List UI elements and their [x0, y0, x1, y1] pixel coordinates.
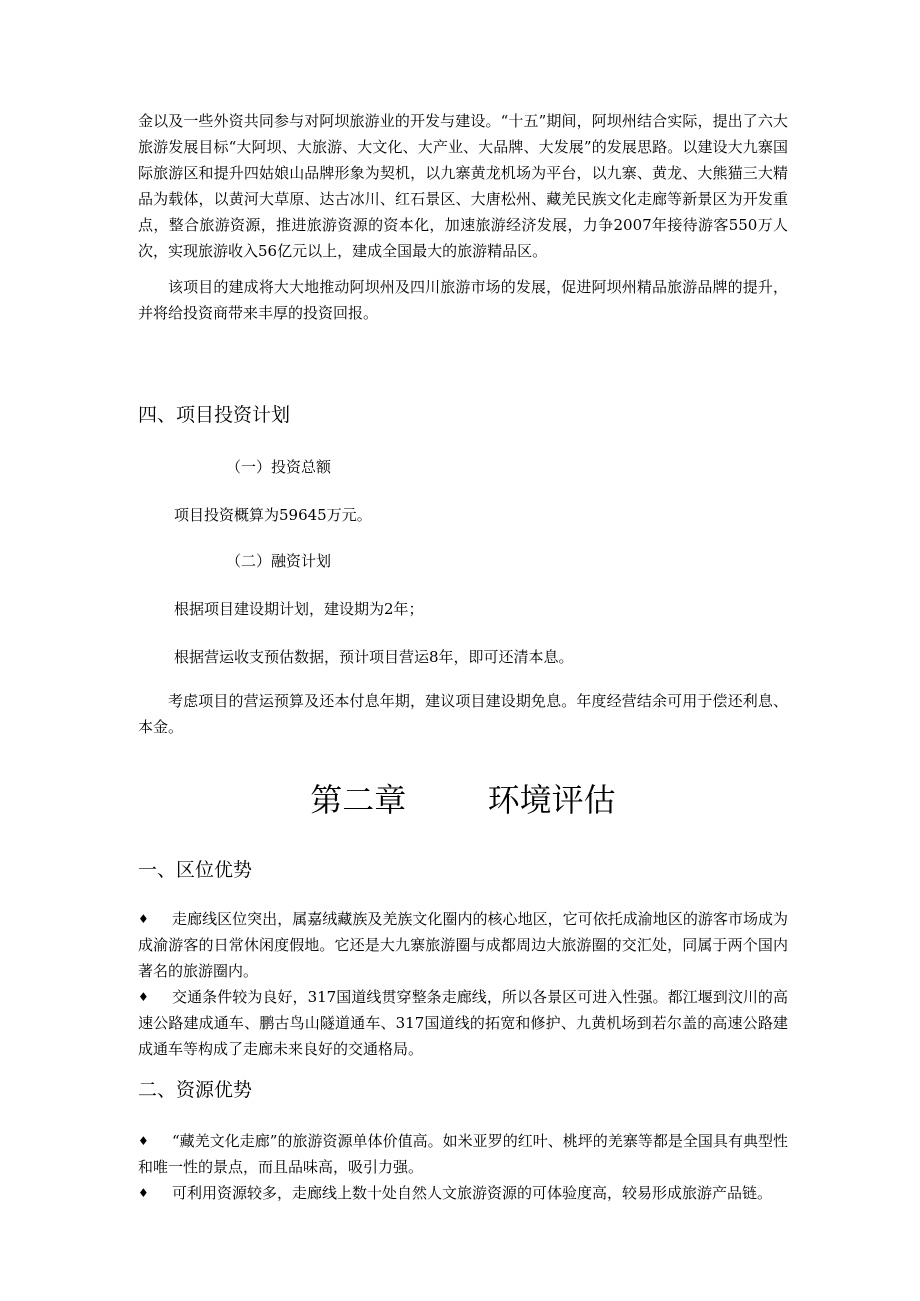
- list-item-resource-2: [138, 1180, 788, 1206]
- list-item-text: 可利用资源较多，走廊线上数十处自然人文旅游资源的可体验度高，较易形成旅游产品链。: [172, 1184, 773, 1202]
- paragraph-tourism-development: 金以及一些外资共同参与对阿坝旅游业的开发与建设。“十五”期间，阿坝州结合实际，提出了六大旅游发展目标“大阿坝、大旅游、大文化、大产业、大品牌、大发展”的发展思路。以建设大九寨国际旅游区和提升四姑娘山品牌形象为契机，以九寨黄龙机场为平台，以九寨、黄龙、大熊猫三大精品为载体，以黄河大草原、达古冰川、红石景区、大唐松州、藏羌民族文化走廊等新景区为开发重点，整合旅游资源，推进旅游资源的资本化，加速旅游经济发展，力争2007年接待游客550万人次，实现旅游收入56亿元以上，建成全国最大的旅游精品区。: [138, 112, 788, 260]
- section-heading-location-advantage: 一、区位优势: [138, 859, 253, 881]
- diamond-bullet-icon: ♦: [138, 990, 149, 1004]
- text-interest-free-suggestion: 考虑项目的营运预算及还本付息年期，建议项目建设期免息。年度经营结余可用于偿还利息、本金。: [138, 692, 788, 736]
- section-heading-investment-plan: 四、项目投资计划: [138, 404, 291, 426]
- list-item-text: 交通条件较为良好，317国道线贯穿整条走廊线，所以各景区可进入性强。都江堰到汶川的高速公路建成通车、鹏古鸟山隧道通车、317国道线的拓宽和修护、九黄机场到若尔盖的高速公路建成通车等构成了走廊未来良好的交通格局。: [138, 988, 788, 1058]
- list-item-location-2: [138, 984, 788, 1062]
- subheading-total-investment: （一）投资总额: [226, 458, 332, 476]
- diamond-bullet-icon: ♦: [138, 1186, 149, 1200]
- diamond-bullet-icon: ♦: [138, 1134, 149, 1148]
- chapter-title: 第二章 环境评估: [310, 781, 616, 819]
- text-investment-estimate: 项目投资概算为59645万元。: [174, 506, 372, 524]
- list-item-location-1: [138, 906, 788, 984]
- text-repayment-period: 根据营运收支预估数据，预计项目营运8年，即可还清本息。: [174, 648, 574, 666]
- text-construction-period: 根据项目建设期计划，建设期为2年；: [174, 600, 424, 618]
- list-item-text: 走廊线区位突出，属嘉绒藏族及羌族文化圈内的核心地区，它可依托成渝地区的游客市场成为成渝游客的日常休闲度假地。它还是大九寨旅游圈与成都周边大旅游圈的交汇处，同属于两个国内著名的旅游圈内。: [138, 910, 788, 980]
- list-item-text: “藏羌文化走廊”的旅游资源单体价值高。如米亚罗的红叶、桃坪的羌寨等都是全国具有典型性和唯一性的景点，而且品味高，吸引力强。: [138, 1132, 788, 1176]
- section-heading-resource-advantage: 二、资源优势: [138, 1079, 253, 1101]
- subheading-financing-plan: （二）融资计划: [226, 552, 332, 570]
- diamond-bullet-icon: ♦: [138, 912, 149, 926]
- list-item-resource-1: [138, 1128, 788, 1180]
- paragraph-project-impact: 该项目的建成将大大地推动阿坝州及四川旅游市场的发展，促进阿坝州精品旅游品牌的提升，并将给投资商带来丰厚的投资回报。: [138, 278, 788, 322]
